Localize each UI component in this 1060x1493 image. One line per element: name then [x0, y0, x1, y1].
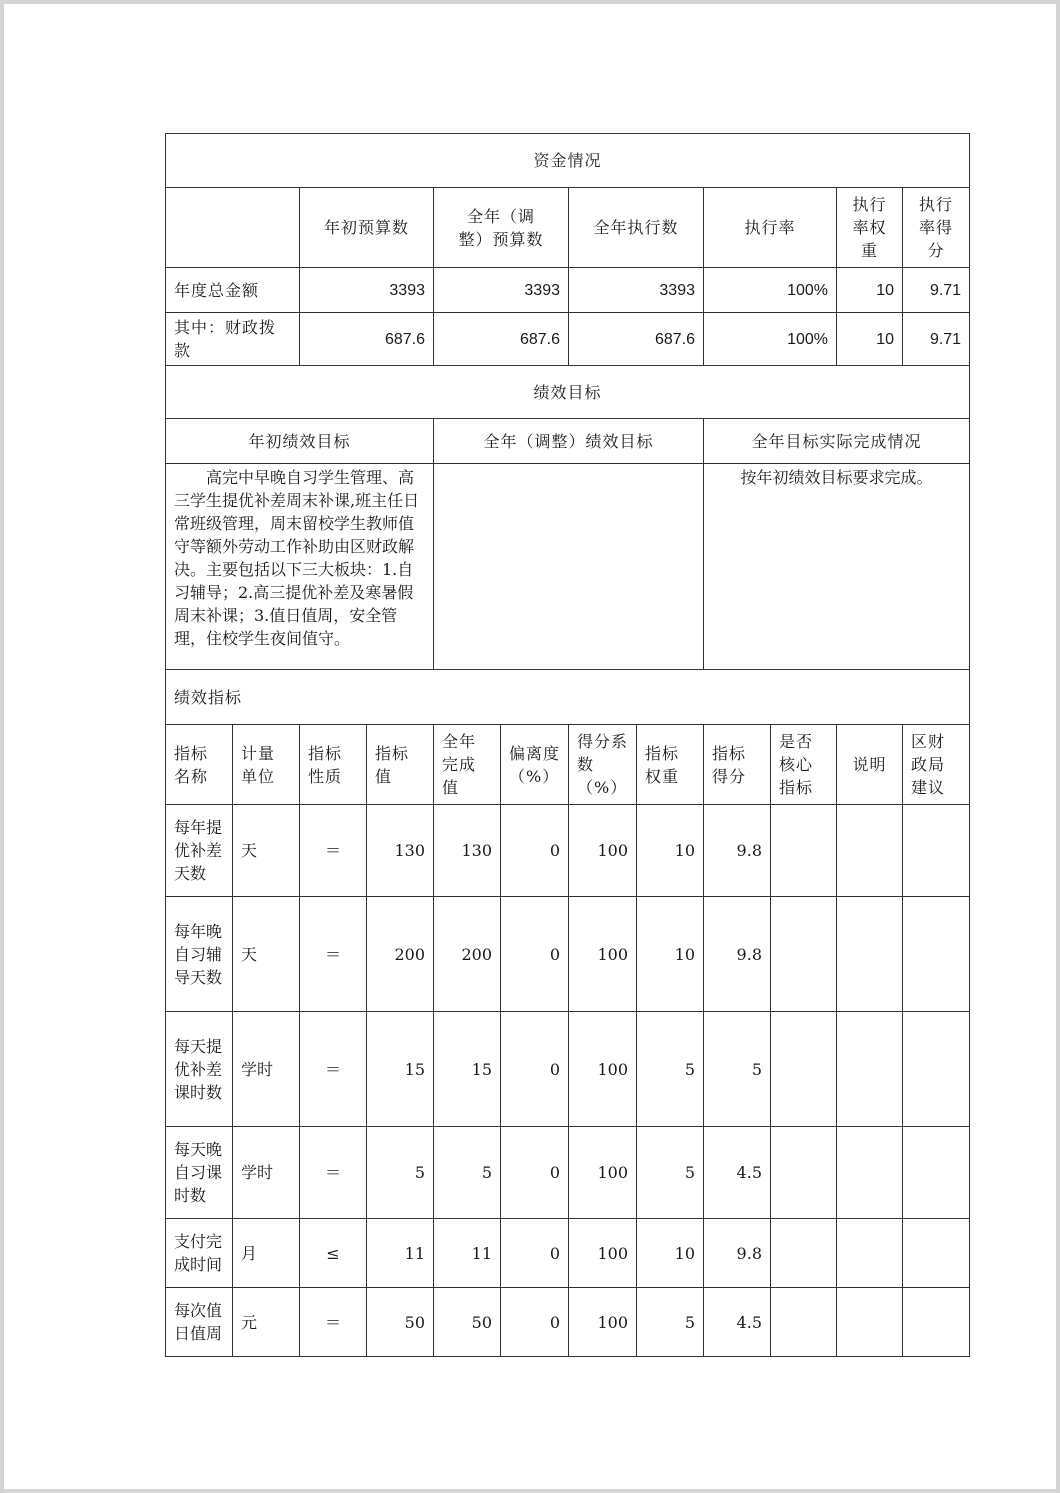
indicator-deviation: 0	[501, 805, 569, 897]
indicator-nature: ＝	[300, 805, 367, 897]
indicator-done: 200	[434, 897, 501, 1012]
goals-header-actual: 全年目标实际完成情况	[704, 419, 970, 464]
indicator-value: 130	[367, 805, 434, 897]
indicators-section-title: 绩效指标	[166, 670, 970, 725]
indicator-coef: 100	[569, 897, 637, 1012]
indicator-unit: 天	[233, 897, 300, 1012]
indicator-header-coef: 得分系数（%）	[569, 725, 637, 805]
indicator-name: 每天提优补差课时数	[166, 1012, 233, 1127]
indicator-value: 200	[367, 897, 434, 1012]
indicator-header-value: 指标值	[367, 725, 434, 805]
indicator-score: 9.8	[704, 1219, 771, 1288]
indicator-header-advice: 区财政局建议	[903, 725, 970, 805]
goals-header-initial: 年初绩效目标	[166, 419, 434, 464]
indicator-nature: ＝	[300, 1127, 367, 1219]
funds-row-rate: 100%	[704, 313, 837, 366]
goals-section-row	[166, 366, 970, 419]
indicator-name: 支付完成时间	[166, 1219, 233, 1288]
indicator-unit: 元	[233, 1288, 300, 1357]
goals-section-title: 绩效目标	[166, 366, 970, 419]
indicator-header-core: 是否核心指标	[771, 725, 837, 805]
indicator-advice	[903, 1012, 970, 1127]
indicator-value: 5	[367, 1127, 434, 1219]
indicator-coef: 100	[569, 805, 637, 897]
funds-header-score: 执行率得分	[903, 188, 970, 268]
indicator-note	[837, 805, 903, 897]
indicators-header-row	[166, 725, 970, 805]
indicator-row	[166, 1012, 970, 1127]
indicator-weight: 5	[637, 1127, 704, 1219]
indicator-done: 50	[434, 1288, 501, 1357]
indicator-deviation: 0	[501, 1127, 569, 1219]
indicator-advice	[903, 897, 970, 1012]
funds-header-adjusted: 全年（调整）预算数	[434, 188, 569, 268]
indicator-advice	[903, 1288, 970, 1357]
indicator-core	[771, 897, 837, 1012]
indicator-nature: ＝	[300, 1012, 367, 1127]
indicator-note	[837, 1288, 903, 1357]
funds-header-blank	[166, 188, 300, 268]
indicator-weight: 5	[637, 1012, 704, 1127]
funds-row	[166, 313, 970, 366]
funds-section-row	[166, 134, 970, 188]
indicator-deviation: 0	[501, 897, 569, 1012]
performance-form-table	[165, 133, 970, 1357]
goals-header-row	[166, 419, 970, 464]
indicator-note	[837, 1012, 903, 1127]
funds-header-row	[166, 188, 970, 268]
funds-header-initial: 年初预算数	[300, 188, 434, 268]
indicator-nature: ＝	[300, 897, 367, 1012]
indicator-done: 130	[434, 805, 501, 897]
indicator-weight: 10	[637, 897, 704, 1012]
indicator-core	[771, 1012, 837, 1127]
funds-row-score: 9.71	[903, 268, 970, 313]
indicator-deviation: 0	[501, 1012, 569, 1127]
indicator-header-done: 全年完成值	[434, 725, 501, 805]
indicator-weight: 5	[637, 1288, 704, 1357]
indicator-note	[837, 1127, 903, 1219]
indicator-value: 15	[367, 1012, 434, 1127]
indicators-section-row	[166, 670, 970, 725]
funds-row-weight: 10	[837, 268, 903, 313]
indicator-score: 4.5	[704, 1127, 771, 1219]
indicator-score: 5	[704, 1012, 771, 1127]
indicator-value: 50	[367, 1288, 434, 1357]
indicator-unit: 学时	[233, 1012, 300, 1127]
funds-header-weight: 执行率权重	[837, 188, 903, 268]
indicator-core	[771, 1127, 837, 1219]
funds-row-executed: 3393	[569, 268, 704, 313]
indicator-advice	[903, 1127, 970, 1219]
funds-header-executed: 全年执行数	[569, 188, 704, 268]
indicator-header-deviation: 偏离度（%）	[501, 725, 569, 805]
funds-row-initial: 687.6	[300, 313, 434, 366]
funds-row	[166, 268, 970, 313]
indicator-weight: 10	[637, 1219, 704, 1288]
indicator-name: 每年提优补差天数	[166, 805, 233, 897]
funds-row-rate: 100%	[704, 268, 837, 313]
indicator-name: 每次值日值周	[166, 1288, 233, 1357]
indicator-nature: ＝	[300, 1288, 367, 1357]
funds-row-executed: 687.6	[569, 313, 704, 366]
indicator-header-nature: 指标性质	[300, 725, 367, 805]
indicator-coef: 100	[569, 1219, 637, 1288]
indicator-coef: 100	[569, 1288, 637, 1357]
indicator-row	[166, 805, 970, 897]
indicator-core	[771, 805, 837, 897]
indicator-header-weight: 指标权重	[637, 725, 704, 805]
funds-header-rate: 执行率	[704, 188, 837, 268]
indicator-note	[837, 897, 903, 1012]
indicator-core	[771, 1288, 837, 1357]
indicator-advice	[903, 1219, 970, 1288]
indicator-row	[166, 1288, 970, 1357]
indicator-score: 9.8	[704, 897, 771, 1012]
indicator-row	[166, 1127, 970, 1219]
indicator-coef: 100	[569, 1127, 637, 1219]
indicator-row	[166, 897, 970, 1012]
indicator-note	[837, 1219, 903, 1288]
funds-row-score: 9.71	[903, 313, 970, 366]
indicator-row	[166, 1219, 970, 1288]
indicator-header-unit: 计量单位	[233, 725, 300, 805]
indicator-weight: 10	[637, 805, 704, 897]
indicator-unit: 月	[233, 1219, 300, 1288]
indicator-name: 每天晚自习课时数	[166, 1127, 233, 1219]
goals-actual-text: 按年初绩效目标要求完成。	[704, 464, 970, 670]
funds-row-adjusted: 687.6	[434, 313, 569, 366]
indicator-score: 9.8	[704, 805, 771, 897]
funds-row-label: 年度总金额	[166, 268, 300, 313]
goals-header-adjusted: 全年（调整）绩效目标	[434, 419, 704, 464]
indicator-deviation: 0	[501, 1288, 569, 1357]
indicator-unit: 天	[233, 805, 300, 897]
indicator-nature: ≤	[300, 1219, 367, 1288]
funds-row-adjusted: 3393	[434, 268, 569, 313]
goals-adjusted-text	[434, 464, 704, 670]
indicator-deviation: 0	[501, 1219, 569, 1288]
indicator-unit: 学时	[233, 1127, 300, 1219]
indicator-coef: 100	[569, 1012, 637, 1127]
indicator-done: 11	[434, 1219, 501, 1288]
indicator-advice	[903, 805, 970, 897]
indicator-header-name: 指标名称	[166, 725, 233, 805]
indicator-header-note: 说明	[837, 725, 903, 805]
indicator-done: 5	[434, 1127, 501, 1219]
indicator-done: 15	[434, 1012, 501, 1127]
indicator-name: 每年晚自习辅导天数	[166, 897, 233, 1012]
indicator-score: 4.5	[704, 1288, 771, 1357]
goals-content-row	[166, 464, 970, 670]
funds-section-title: 资金情况	[166, 134, 970, 188]
indicator-header-score: 指标得分	[704, 725, 771, 805]
funds-row-label: 其中：财政拨款	[166, 313, 300, 366]
indicator-value: 11	[367, 1219, 434, 1288]
funds-row-initial: 3393	[300, 268, 434, 313]
goals-initial-text: 高完中早晚自习学生管理、高三学生提优补差周末补课,班主任日常班级管理，周末留校学生教师值守等额外劳动工作补助由区财政解决。主要包括以下三大板块：1.自习辅导；2.高三提优补差及寒暑假周末补课；3.值日值周，安全管理，住校学生夜间值守。	[166, 464, 434, 670]
indicator-core	[771, 1219, 837, 1288]
funds-row-weight: 10	[837, 313, 903, 366]
